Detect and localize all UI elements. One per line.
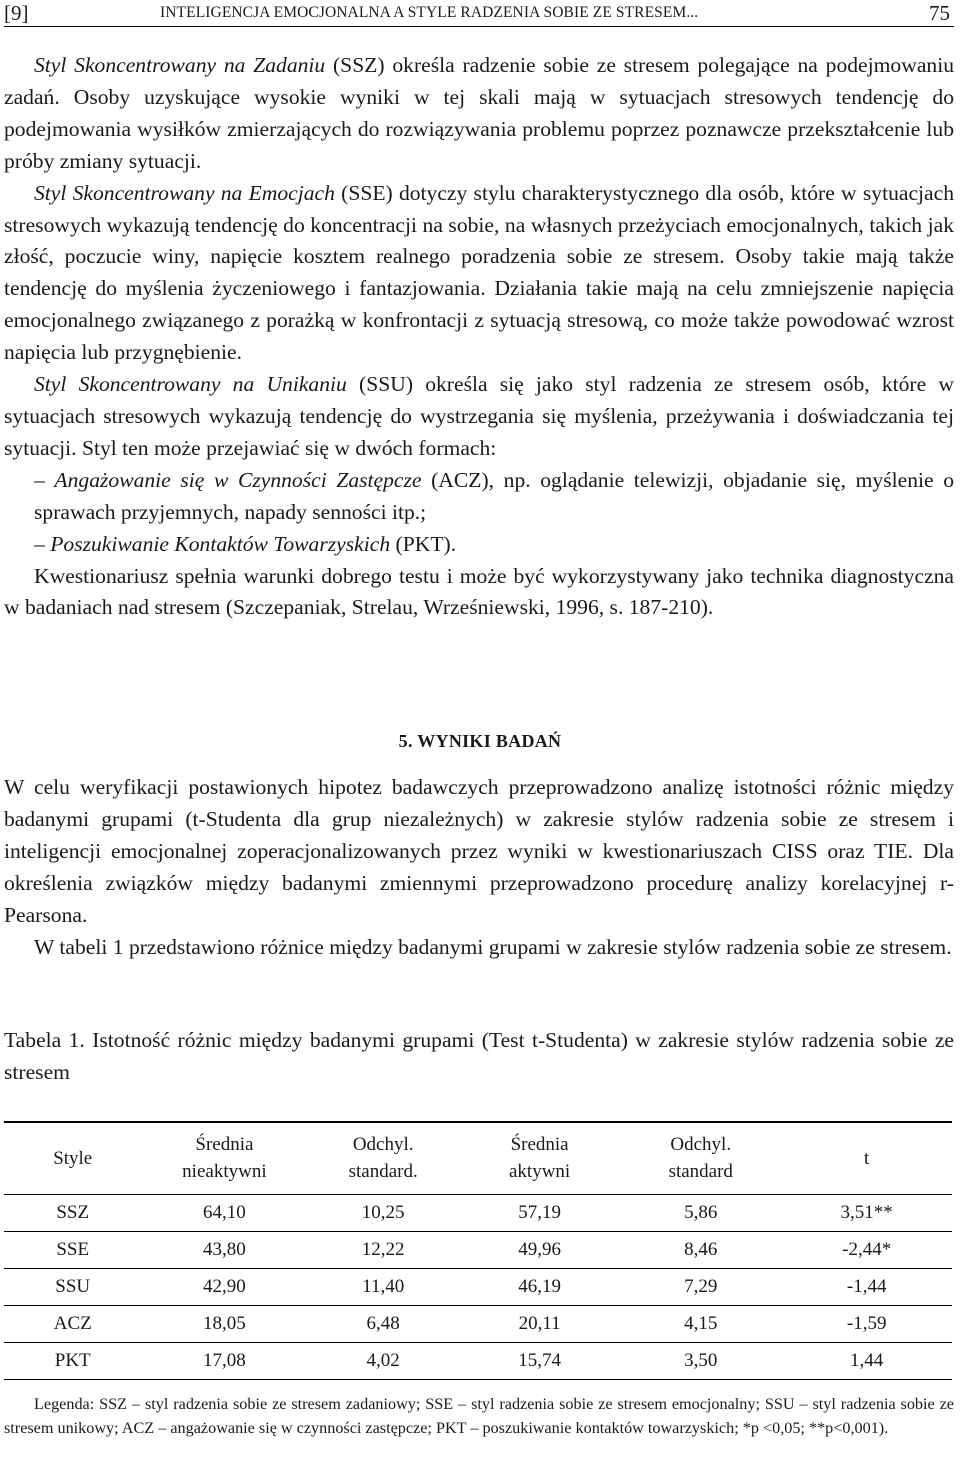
text-sse: (SSE) dotyczy stylu charakterystycznego dla osób, które w sytuacjach stresowych wykazują tendencję do koncentracji na sobie, na własnych przeżyciach emocjonalnych, takich jak złość, poczucie winy, napięcie kosztem realnego poradzenia sobie ze stresem. Osoby takie mają także tendencję do myślenia życzeniowego i fantazjowania. Działania takie mają na celu zmniejszenie napięcia emocjonalnego związanego z porażką w konfrontacji z sytuacją stresową, co może także powodować wzrost napięcia lub przygnębienie. — [4, 180, 954, 365]
table-cell: SSU — [55, 1275, 91, 1297]
table-row — [4, 1305, 952, 1342]
table-row — [4, 1342, 952, 1379]
table-cell: 8,46 — [684, 1238, 718, 1260]
table-cell: PKT — [54, 1349, 91, 1371]
table-row — [4, 1194, 952, 1231]
header-style: Style — [53, 1147, 93, 1169]
table-caption: Tabela 1. Istotność różnic między badanymi grupami (Test t-Studenta) w zakresie stylów radzenia sobie ze stresem — [4, 1028, 954, 1084]
table-row — [4, 1268, 952, 1305]
table-row — [4, 1231, 952, 1268]
header-mean-inactive — [141, 1122, 307, 1194]
table-cell: -1,59 — [846, 1312, 887, 1334]
header-mean-active-line1: Średnia — [510, 1134, 569, 1156]
coping-styles-description — [4, 50, 954, 624]
table-cell: 17,08 — [203, 1349, 246, 1371]
header-sd-active-line2: standard — [668, 1161, 733, 1183]
table-cell: 43,80 — [203, 1238, 246, 1260]
header-sd-active — [620, 1122, 781, 1194]
results-paragraph-2: W tabeli 1 przedstawiono różnice między badanymi grupami w zakresie stylów radzenia sobie ze stresem. — [34, 934, 952, 959]
term-ssu: Styl Skoncentrowany na Unikaniu — [34, 372, 347, 397]
header-chapter-marker: [9] — [4, 1, 29, 25]
table-cell: 12,22 — [361, 1238, 405, 1260]
table-cell: -1,44 — [846, 1275, 887, 1297]
header-mean-inactive-line2: nieaktywni — [182, 1161, 267, 1183]
table-header — [4, 1122, 952, 1194]
header-sd-inactive-line2: standard. — [348, 1161, 418, 1183]
text-acz: (ACZ), np. oglądanie telewizji, objadanie się, myślenie o sprawach przyjemnych, napady senności itp.; — [34, 467, 954, 524]
table-cell: 20,11 — [518, 1312, 561, 1334]
table-header-row — [4, 1122, 952, 1194]
table-cell: 4,15 — [684, 1312, 718, 1334]
results-text — [4, 772, 954, 963]
header-title: INTELIGENCJA EMOCJONALNA A STYLE RADZENIA SOBIE ZE STRESEM... — [160, 4, 699, 21]
section-heading: 5. WYNIKI BADAŃ — [398, 731, 562, 751]
table-cell: 15,74 — [518, 1349, 561, 1371]
running-header — [4, 0, 954, 27]
table-cell: 5,86 — [684, 1201, 718, 1223]
table-cell: SSE — [56, 1238, 90, 1260]
table-cell: 7,29 — [684, 1275, 718, 1297]
table-cell: 64,10 — [203, 1201, 246, 1223]
results-table — [4, 1121, 952, 1380]
term-sse: Styl Skoncentrowany na Emocjach — [34, 180, 335, 205]
table-cell: 1,44 — [850, 1349, 884, 1371]
table-cell: ACZ — [53, 1312, 92, 1334]
dash-pkt: – — [34, 531, 51, 556]
table-cell: 42,90 — [203, 1275, 246, 1297]
table-legend — [4, 1393, 954, 1440]
table-cell: 10,25 — [361, 1201, 405, 1223]
header-sd-active-line1: Odchyl. — [670, 1134, 732, 1156]
table-cell: SSZ — [56, 1201, 90, 1223]
dash-acz: – — [34, 467, 55, 492]
table-cell: 3,51** — [840, 1201, 893, 1223]
paragraph-questionnaire: Kwestionariusz spełnia warunki dobrego testu i może być wykorzystywany jako technika diagnostyczna w badaniach nad stresem (Szczepaniak, Strelau, Wrześniewski, 1996, s. 187-210). — [4, 563, 954, 620]
text-ssz: (SSZ) określa radzenie sobie ze stresem polegające na podejmowaniu zadań. Osoby uzyskujące wysokie wyniki w tej skali mają w sytuacjach stresowych tendencję do podejmowania wysiłków zmierzających do rozwiązywania problemu poprzez poznawcze przekształcenie lub próby zmiany sytuacji. — [4, 53, 954, 173]
list-item-acz — [4, 465, 954, 529]
results-paragraph-1: W celu weryfikacji postawionych hipotez badawczych przeprowadzono analizę istotności różnic między badanymi grupami (t-Studenta dla grup niezależnych) w zakresie stylów radzenia sobie ze stresem i inteligencji emocjonalnej zoperacjonalizowanych przez wyniki w kwestionariuszach CISS oraz TIE. Dla określenia związków między badanymi zmiennymi przeprowadzono procedurę analizy korelacyjnej r-Pearsona. — [4, 775, 954, 927]
list-item-pkt — [4, 529, 954, 561]
text-ssu: (SSU) określa się jako styl radzenia ze stresem osób, które w sytuacjach stresowych wykazują tendencję do wystrzegania się myślenia, przeżywania i doświadczania tej sytuacji. Styl ten może przejawiać się w dwóch formach: — [4, 372, 954, 460]
table-cell: -2,44* — [842, 1238, 892, 1260]
table-cell: 46,19 — [518, 1275, 561, 1297]
legend-text: Legenda: SSZ – styl radzenia sobie ze stresem zadaniowy; SSE – styl radzenia sobie ze stresem emocjonalny; SSU – styl radzenia sobie ze stresem unikowy; ACZ – angażowanie się w czynności zastępcze; PKT – poszukiwanie kontaktów towarzyskich; *p <0,05; **p<0,001). — [4, 1395, 954, 1437]
table-cell: 57,19 — [518, 1201, 561, 1223]
page-number: 75 — [929, 1, 950, 25]
paragraph-ssz — [4, 50, 954, 178]
table-body — [4, 1194, 952, 1379]
header-sd-inactive — [307, 1122, 459, 1194]
header-t: t — [864, 1147, 870, 1169]
table-cell: 6,48 — [366, 1312, 400, 1334]
table-cell: 49,96 — [518, 1238, 561, 1260]
term-ssz: Styl Skoncentrowany na Zadaniu — [34, 53, 326, 77]
table-cell: 11,40 — [362, 1275, 405, 1297]
table-cell: 4,02 — [366, 1349, 400, 1371]
table-cell: 18,05 — [203, 1312, 246, 1334]
header-sd-inactive-line1: Odchyl. — [352, 1134, 414, 1156]
table-cell: 3,50 — [684, 1349, 718, 1371]
paragraph-sse — [4, 178, 954, 369]
header-mean-inactive-line1: Średnia — [195, 1134, 254, 1156]
term-pkt: Poszukiwanie Kontaktów Towarzyskich — [50, 531, 391, 556]
header-mean-active-line2: aktywni — [508, 1161, 571, 1183]
term-acz: Angażowanie się w Czynności Zastępcze — [54, 467, 422, 492]
header-mean-active — [459, 1122, 620, 1194]
paragraph-ssu — [4, 369, 954, 465]
text-pkt: (PKT). — [390, 531, 457, 556]
